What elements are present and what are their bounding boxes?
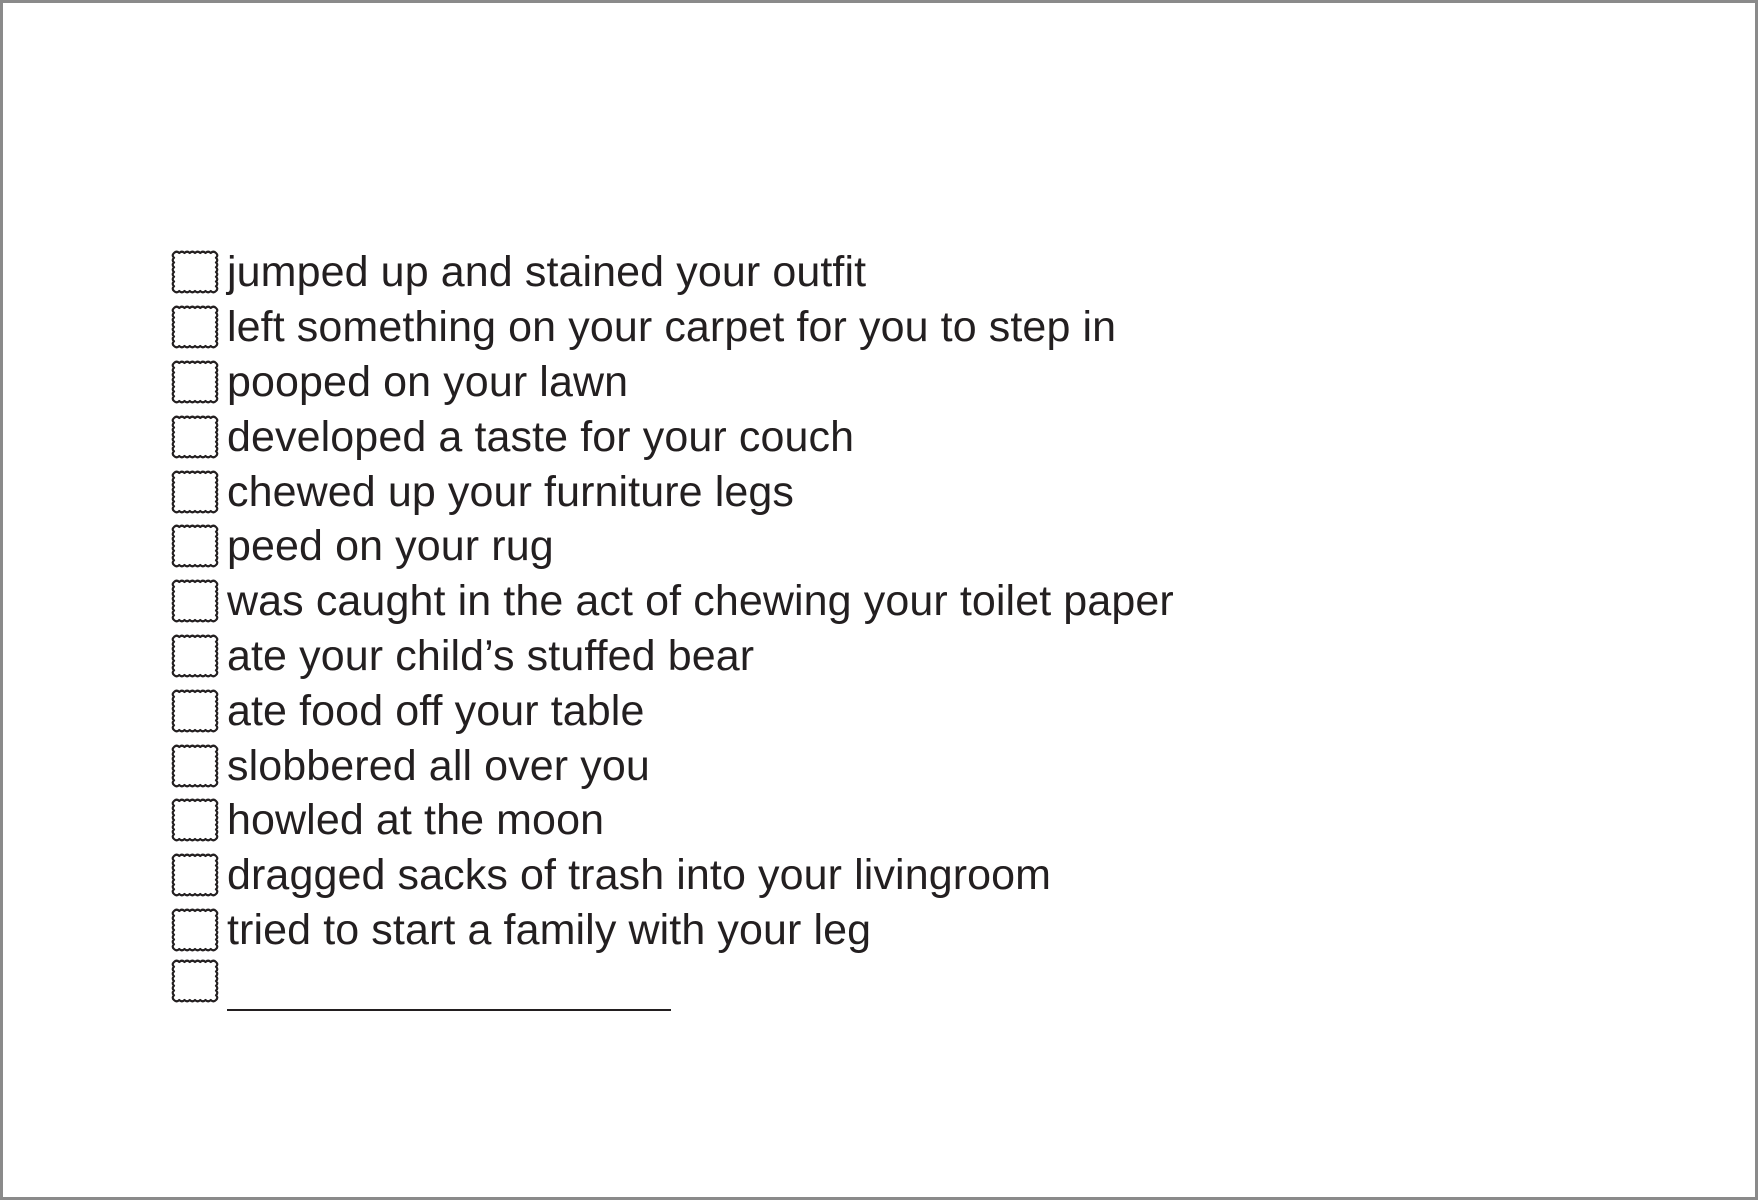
scalloped-checkbox-outline xyxy=(173,800,218,841)
scalloped-checkbox-shape xyxy=(169,957,221,1005)
scalloped-checkbox-outline xyxy=(173,636,218,677)
scalloped-checkbox-icon[interactable] xyxy=(169,358,221,406)
checklist-item[interactable] xyxy=(169,848,1174,903)
checklist-item-label: developed a taste for your couch xyxy=(227,412,855,461)
scalloped-checkbox-icon[interactable] xyxy=(169,851,221,899)
scalloped-checkbox-icon[interactable] xyxy=(169,742,221,790)
scalloped-checkbox-shape xyxy=(169,851,221,899)
scalloped-checkbox-icon[interactable] xyxy=(169,632,221,680)
scalloped-checkbox-shape xyxy=(169,413,221,461)
checklist-item[interactable] xyxy=(169,683,1174,738)
scalloped-checkbox-shape xyxy=(169,742,221,790)
scalloped-checkbox-outline xyxy=(173,252,218,293)
checklist-item-label: was caught in the act of chewing your toilet paper xyxy=(227,577,1174,626)
scalloped-checkbox-outline xyxy=(173,416,218,457)
write-in-blank-line[interactable] xyxy=(227,1009,671,1011)
scalloped-checkbox-icon[interactable] xyxy=(169,687,221,735)
scalloped-checkbox-outline xyxy=(173,855,218,896)
checklist-item[interactable] xyxy=(169,409,1174,464)
scalloped-checkbox-outline xyxy=(173,471,218,512)
checklist-item-label: chewed up your furniture legs xyxy=(227,467,795,516)
checklist-item[interactable] xyxy=(169,300,1174,355)
scalloped-checkbox-icon[interactable] xyxy=(169,413,221,461)
dog-misbehavior-checklist xyxy=(169,245,1174,1012)
scalloped-checkbox-icon[interactable] xyxy=(169,468,221,516)
checklist-item-label: tried to start a family with your leg xyxy=(227,905,872,954)
scalloped-checkbox-shape xyxy=(169,577,221,625)
scalloped-checkbox-shape xyxy=(169,468,221,516)
checklist-write-in-item[interactable] xyxy=(169,957,1174,1012)
scalloped-checkbox-outline xyxy=(173,362,218,403)
checklist-item-label: jumped up and stained your outfit xyxy=(227,248,867,297)
scalloped-checkbox-shape xyxy=(169,632,221,680)
scalloped-checkbox-icon[interactable] xyxy=(169,522,221,570)
scalloped-checkbox-outline xyxy=(173,526,218,567)
scalloped-checkbox-icon[interactable] xyxy=(169,796,221,844)
checklist-item[interactable] xyxy=(169,574,1174,629)
scalloped-checkbox-icon[interactable] xyxy=(169,957,221,1005)
scalloped-checkbox-outline xyxy=(173,581,218,622)
scalloped-checkbox-outline xyxy=(173,910,218,951)
scalloped-checkbox-shape xyxy=(169,796,221,844)
scalloped-checkbox-icon[interactable] xyxy=(169,248,221,296)
scalloped-checkbox-icon[interactable] xyxy=(169,906,221,954)
checklist-item-label: pooped on your lawn xyxy=(227,357,629,406)
scalloped-checkbox-shape xyxy=(169,522,221,570)
checklist-item[interactable] xyxy=(169,464,1174,519)
checklist-item[interactable] xyxy=(169,629,1174,684)
scalloped-checkbox-outline xyxy=(173,745,218,786)
checklist-item-label: peed on your rug xyxy=(227,522,554,571)
checklist-item-label: ate food off your table xyxy=(227,686,645,735)
scalloped-checkbox-icon[interactable] xyxy=(169,577,221,625)
checklist-item[interactable] xyxy=(169,793,1174,848)
checklist-item[interactable] xyxy=(169,738,1174,793)
checklist-item[interactable] xyxy=(169,519,1174,574)
scalloped-checkbox-shape xyxy=(169,248,221,296)
checklist-item-label: slobbered all over you xyxy=(227,741,650,790)
checklist-item-label: ate your child’s stuffed bear xyxy=(227,631,755,680)
scalloped-checkbox-outline xyxy=(173,690,218,731)
scalloped-checkbox-shape xyxy=(169,358,221,406)
checklist-item-label: left something on your carpet for you to step in xyxy=(227,303,1117,352)
checklist-item[interactable] xyxy=(169,355,1174,410)
checklist-item[interactable] xyxy=(169,903,1174,958)
scalloped-checkbox-shape xyxy=(169,303,221,351)
scalloped-checkbox-shape xyxy=(169,906,221,954)
checklist-item-label: howled at the moon xyxy=(227,796,605,845)
scalloped-checkbox-outline xyxy=(173,961,218,1002)
checklist-item[interactable] xyxy=(169,245,1174,300)
scalloped-checkbox-outline xyxy=(173,307,218,348)
checklist-item-label: dragged sacks of trash into your livingroom xyxy=(227,851,1052,900)
scalloped-checkbox-shape xyxy=(169,687,221,735)
scalloped-checkbox-icon[interactable] xyxy=(169,303,221,351)
